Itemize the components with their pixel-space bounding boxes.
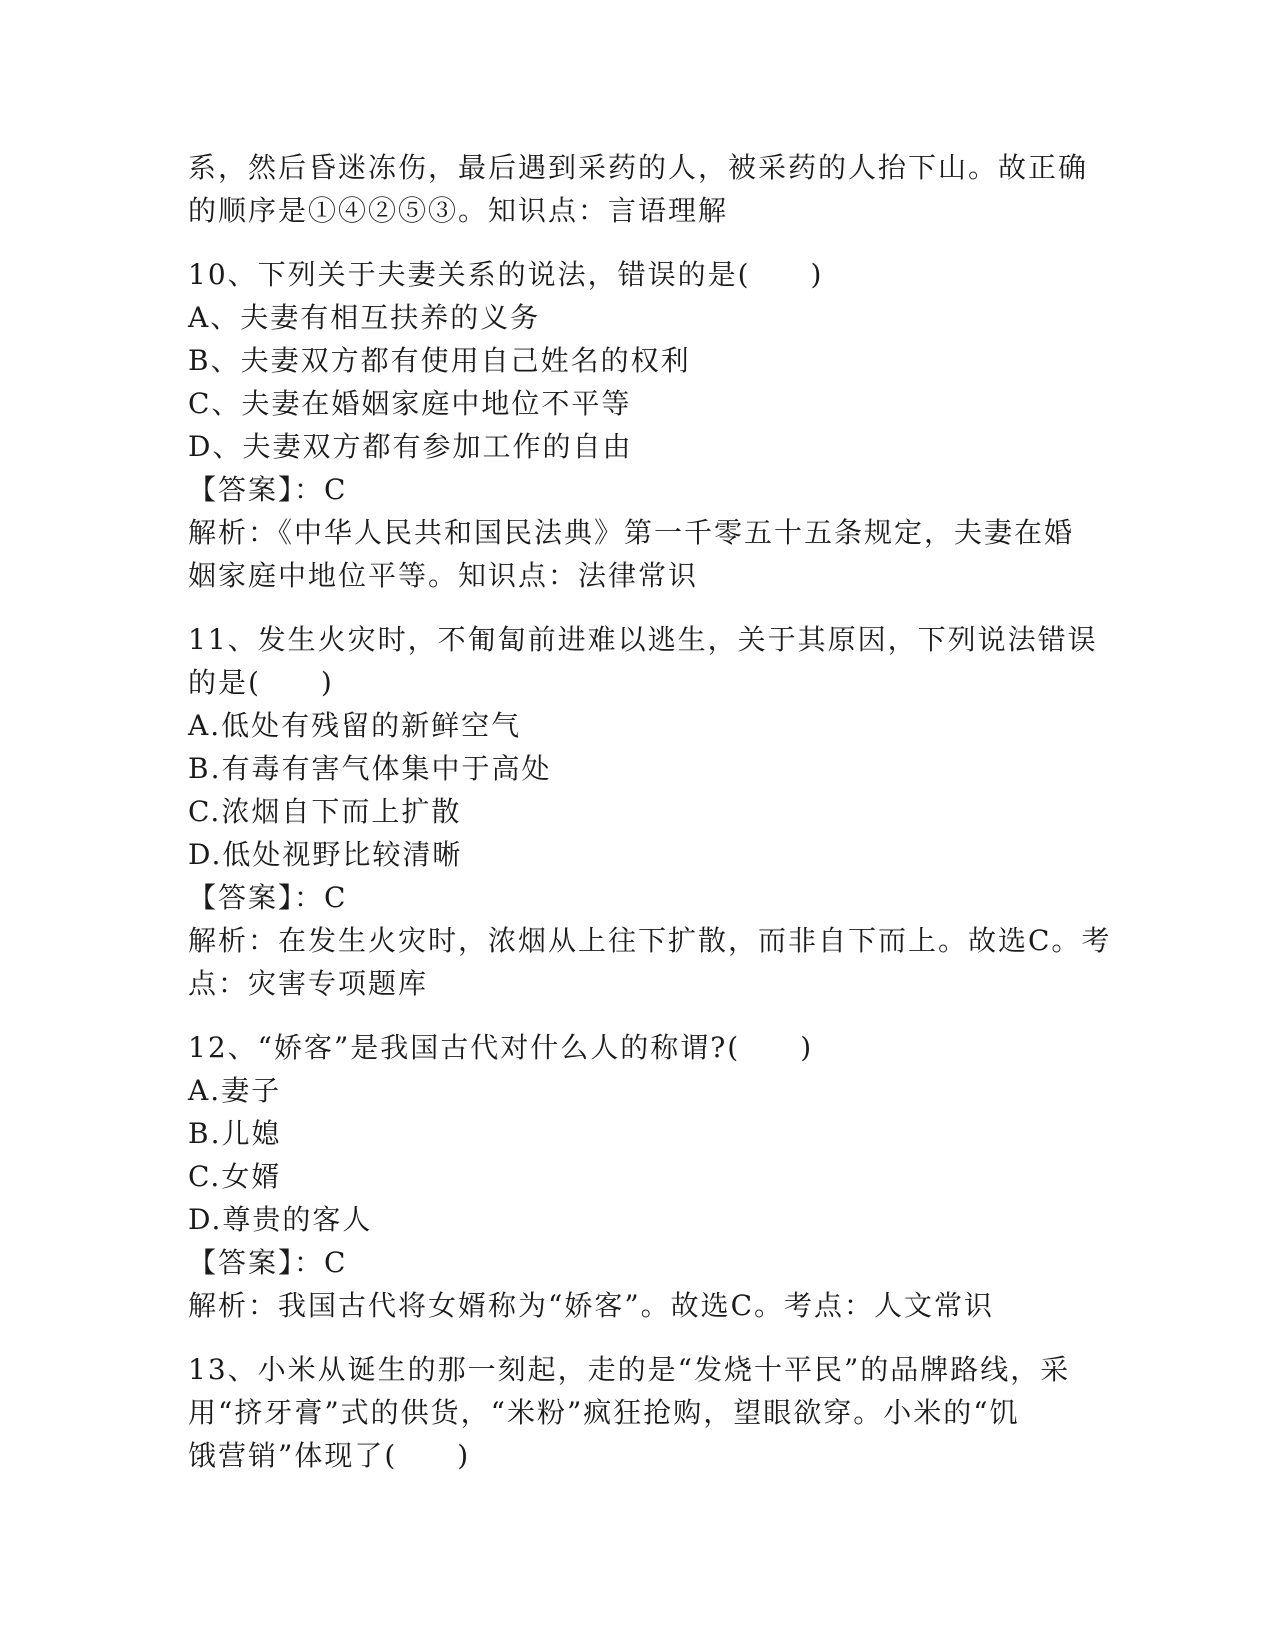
intro-paragraph (188, 146, 1088, 232)
option-d: D.尊贵的客人 (188, 1203, 373, 1236)
option-a: A.低处有残留的新鲜空气 (188, 709, 522, 742)
question-text: 10、下列关于夫妻关系的说法，错误的是( ) (188, 258, 824, 291)
question-10 (188, 253, 1088, 597)
option-b: B.有毒有害气体集中于高处 (188, 752, 552, 785)
question-text-line-2: 用“挤牙膏”式的供货，“米粉”疯狂抢购，望眼欲穿。小米的“饥 (188, 1396, 1020, 1429)
analysis-line-1: 解析：在发生火灾时，浓烟从上往下扩散，而非自下而上。故选C。考 (188, 924, 1112, 957)
analysis-line-1: 解析：《中华人民共和国民法典》第一千零五十五条规定，夫妻在婚 (188, 516, 1075, 549)
question-text-line-3: 饿营销”体现了( ) (188, 1439, 471, 1472)
answer: 【答案】：C (188, 473, 348, 506)
answer: 【答案】：C (188, 881, 348, 914)
option-a: A.妻子 (188, 1074, 282, 1107)
intro-line-2: 的顺序是①④②⑤③。知识点：言语理解 (188, 194, 729, 227)
option-c: C、夫妻在婚姻家庭中地位不平等 (188, 387, 632, 420)
option-b: B、夫妻双方都有使用自己姓名的权利 (188, 344, 691, 377)
answer: 【答案】：C (188, 1246, 348, 1279)
analysis-line-2: 姻家庭中地位平等。知识点：法律常识 (188, 559, 699, 592)
option-a: A、夫妻有相互扶养的义务 (188, 301, 541, 334)
question-text: 12、“娇客”是我国古代对什么人的称谓?( ) (188, 1031, 814, 1064)
intro-line-1: 系，然后昏迷冻伤，最后遇到采药的人，被采药的人抬下山。故正确 (188, 151, 1089, 184)
question-text-line-2: 的是( ) (188, 666, 334, 699)
option-d: D、夫妻双方都有参加工作的自由 (188, 430, 633, 463)
option-c: C.浓烟自下而上扩散 (188, 795, 462, 828)
option-b: B.儿媳 (188, 1117, 282, 1150)
analysis-line-2: 点：灾害专项题库 (188, 967, 429, 1000)
document-page (188, 146, 1112, 1477)
analysis-line-1: 解析：我国古代将女婿称为“娇客”。故选C。考点：人文常识 (188, 1289, 995, 1322)
question-text-line-1: 13、小米从诞生的那一刻起，走的是“发烧十平民”的品牌路线，采 (188, 1353, 1071, 1386)
question-12 (188, 1026, 1088, 1327)
question-text-line-1: 11、发生火灾时，不匍匐前进难以逃生，关于其原因，下列说法错误 (188, 623, 1098, 656)
question-13 (188, 1348, 1088, 1477)
question-11 (188, 618, 1112, 1005)
option-d: D.低处视野比较清晰 (188, 838, 463, 871)
option-c: C.女婿 (188, 1160, 282, 1193)
